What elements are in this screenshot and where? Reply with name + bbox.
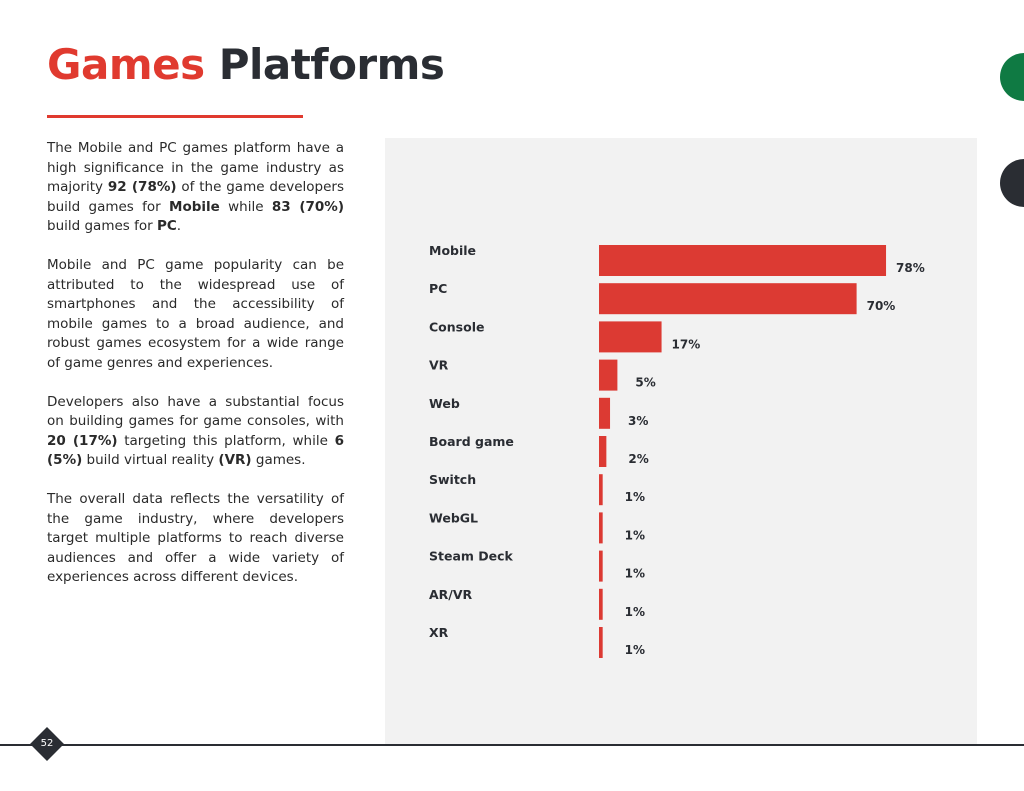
bar <box>599 283 857 314</box>
p3-console-count: 20 (17%) <box>47 432 118 449</box>
p1-mobile-count: 92 (78%) <box>107 179 177 195</box>
category-label: Switch <box>429 472 477 488</box>
green-circle-decoration <box>1000 53 1024 101</box>
body-text <box>47 139 344 607</box>
p1-text-2: of the game developers build games for <box>47 179 344 215</box>
p1-pc-count: 83 (70%) <box>271 198 344 215</box>
bar <box>599 512 603 543</box>
bar <box>599 589 603 620</box>
paragraph-1 <box>47 139 344 237</box>
paragraph-2: Mobile and PC game popularity can be attributed to the widespread use of smartphones and the accessibility of mobile games to a broad audience, and robust games ecosystem for a wide range of game genres and experiences. <box>47 257 344 371</box>
bar <box>599 627 603 658</box>
p1-text-5: . <box>176 218 182 234</box>
paragraph-4: The overall data reflects the versatility of the game industry, where developers target multiple platforms to reach diverse audiences and offer a wide variety of experiences across different devices. <box>47 491 344 585</box>
value-label: 1% <box>624 490 646 505</box>
footer-rule <box>0 744 1024 746</box>
bar <box>599 321 662 352</box>
p3-text-2: targeting this platform, while <box>117 432 335 449</box>
value-label: 1% <box>624 566 646 581</box>
bar <box>599 474 603 505</box>
page-number: 52 <box>40 738 54 749</box>
value-label: 3% <box>628 413 649 428</box>
bar-chart <box>385 138 977 744</box>
value-label: 78% <box>896 261 925 275</box>
category-label: Console <box>429 319 485 335</box>
value-label: 1% <box>624 643 646 657</box>
title-rest: Platforms <box>218 40 445 89</box>
bar <box>599 245 886 276</box>
p3-text-3: build virtual reality <box>82 452 219 468</box>
p1-text-4: build games for <box>47 218 157 234</box>
title-underline <box>47 115 303 118</box>
paragraph-3 <box>47 393 344 471</box>
title-accent: Games <box>47 40 205 89</box>
page-title <box>47 40 444 89</box>
p1-text-1: The Mobile and PC games platform have a high significance in the game industry as majority <box>47 140 344 195</box>
bar <box>599 398 610 429</box>
bar <box>599 360 617 391</box>
category-label: Web <box>429 395 460 411</box>
p3-text-1: Developers also have a substantial focus on building games for game consoles, with <box>47 393 344 429</box>
value-label: 2% <box>628 452 649 466</box>
value-label: 1% <box>624 528 646 543</box>
value-label: 17% <box>671 337 701 352</box>
value-label: 1% <box>624 604 646 619</box>
bar <box>599 551 603 582</box>
category-label: XR <box>429 625 449 640</box>
chart-panel <box>385 138 977 744</box>
p1-text-3: while <box>219 198 272 215</box>
category-label: Board game <box>429 434 514 449</box>
value-label: 5% <box>635 375 656 390</box>
category-label: WebGL <box>429 510 478 526</box>
p3-vr-count: 6 (5%) <box>47 432 345 468</box>
category-label: AR/VR <box>429 586 473 602</box>
value-label: 70% <box>866 299 896 314</box>
p1-pc: PC <box>156 218 177 234</box>
p1-mobile: Mobile <box>169 198 220 215</box>
p3-vr: (VR) <box>218 452 252 468</box>
p3-text-4: games. <box>251 452 306 468</box>
category-label: Mobile <box>429 243 477 258</box>
dark-circle-decoration <box>1000 159 1024 207</box>
bar <box>599 436 606 467</box>
category-label: VR <box>429 357 449 373</box>
category-label: PC <box>429 281 448 297</box>
category-label: Steam Deck <box>429 548 513 564</box>
